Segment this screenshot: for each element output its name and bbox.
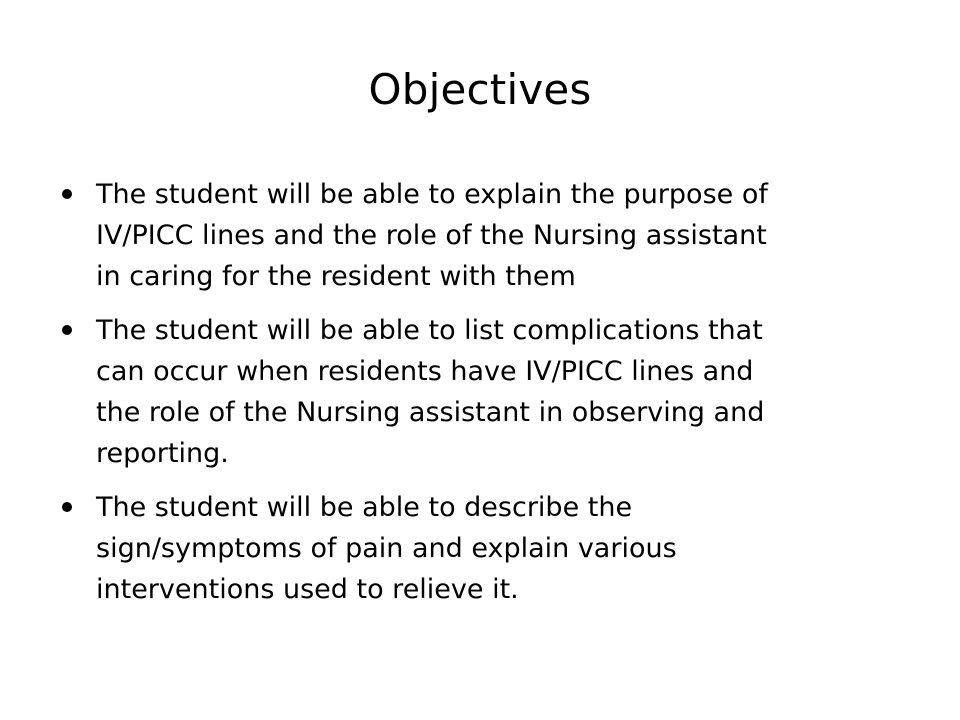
objective-1-line-3: in caring for the resident with them [96,261,576,292]
objective-1-line-1: The student will be able to explain the purpose of [96,179,768,210]
objective-item-1 [58,174,908,297]
objectives-list [58,174,908,623]
bullet-icon [62,502,72,512]
objective-item-2 [58,310,908,474]
objective-1-line-2: IV/PICC lines and the role of the Nursing assistant [96,220,767,251]
objective-2-line-2: can occur when residents have IV/PICC lines and [96,356,754,387]
objective-2-line-1: The student will be able to list complications that [96,315,763,346]
objective-2-line-3: the role of the Nursing assistant in observing and [96,397,765,428]
objective-text-3 [96,487,908,610]
objective-item-3 [58,487,908,610]
objective-3-line-1: The student will be able to describe the [96,492,633,523]
bullet-icon [62,189,72,199]
bullet-icon [62,325,72,335]
objective-text-1 [96,174,908,297]
objective-text-2 [96,310,908,474]
objective-2-line-4: reporting. [96,438,229,469]
objective-3-line-2: sign/symptoms of pain and explain various [96,533,677,564]
objective-3-line-3: interventions used to relieve it. [96,574,519,605]
slide-title: Objectives [368,65,592,114]
